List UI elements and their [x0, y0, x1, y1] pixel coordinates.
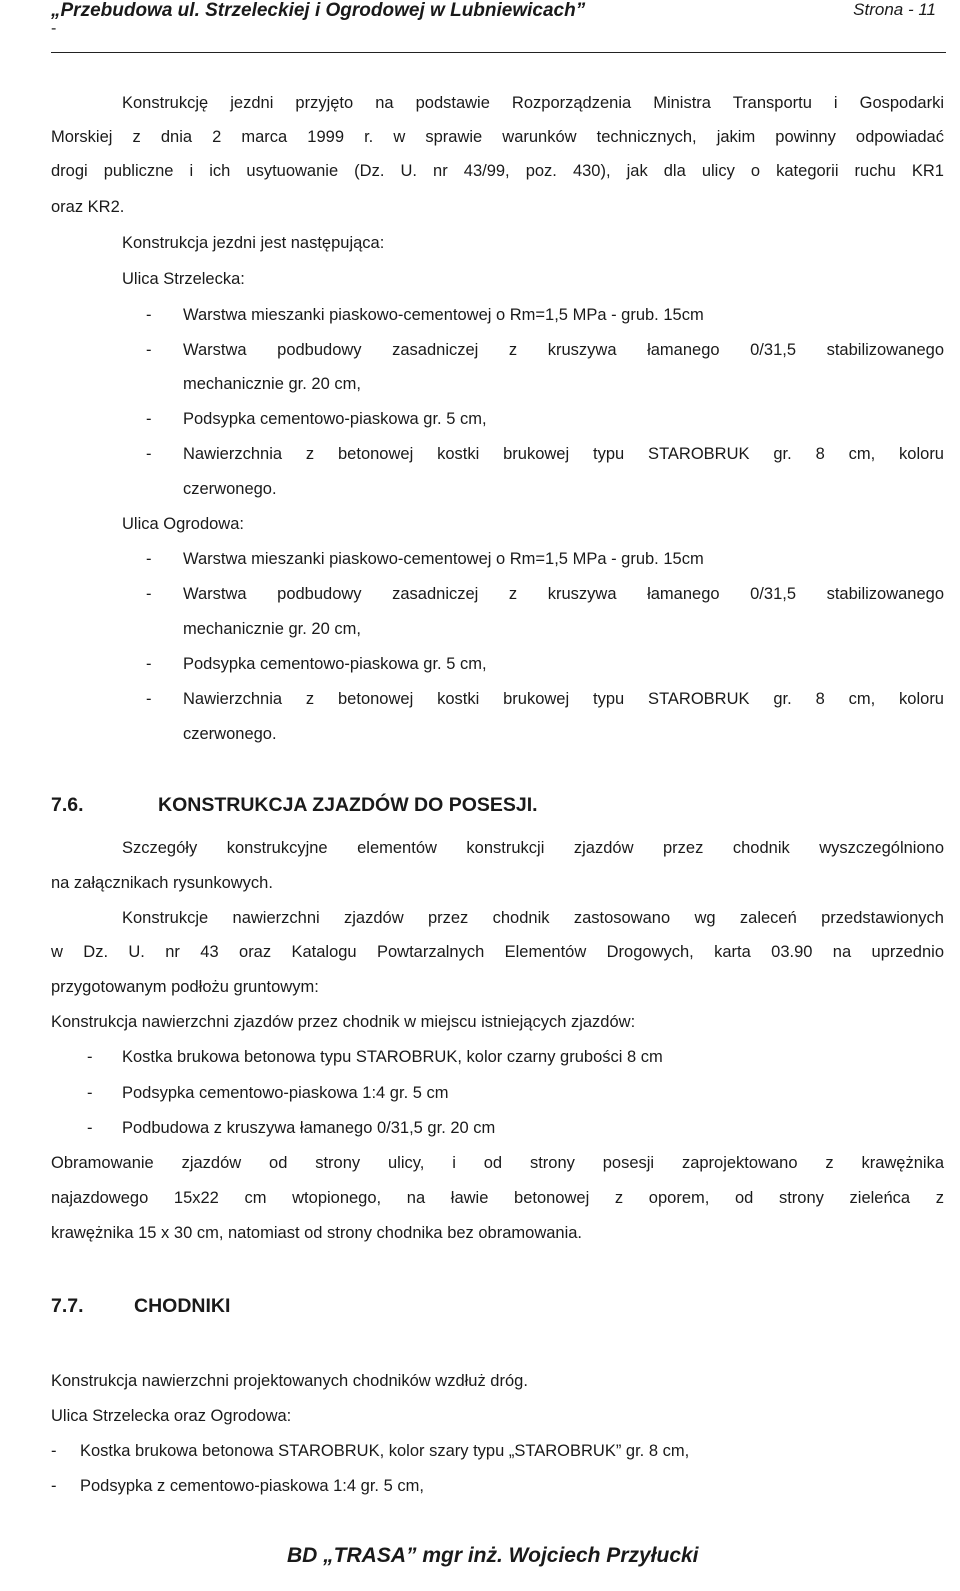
page-number: Strona - 11 [853, 0, 936, 19]
s76-p4a: Obramowanie zjazdów od strony ulicy, i od strony posesji zaprojektowano z krawężnika [51, 1154, 944, 1172]
intro-line-1: Konstrukcję jezdni przyjęto na podstawie Rozporządzenia Ministra Transportu i Gospodarki [122, 94, 944, 112]
section-7-6-title: KONSTRUKCJA ZJAZDÓW DO POSESJI. [158, 794, 538, 816]
section-ogrodowa-title: Ulica Ogrodowa: [122, 515, 244, 533]
bullet-dash: - [51, 1442, 57, 1460]
header-rule [51, 52, 946, 53]
section-strzelecka-title: Ulica Strzelecka: [122, 270, 245, 288]
header-title: „Przebudowa ul. Strzeleckiej i Ogrodowej w Lubniewicach” [51, 0, 586, 21]
strzelecka-item-2b: mechanicznie gr. 20 cm, [183, 375, 361, 393]
ogrodowa-item-4a: Nawierzchnia z betonowej kostki brukowej typu STAROBRUK gr. 8 cm, koloru [183, 690, 944, 708]
section-7-7-title: CHODNIKI [134, 1295, 231, 1317]
bullet-dash: - [146, 306, 152, 324]
s76-p4c: krawężnika 15 x 30 cm, natomiast od strony chodnika bez obramowania. [51, 1224, 583, 1242]
bullet-dash: - [51, 1477, 57, 1495]
s76-item-1: Kostka brukowa betonowa typu STAROBRUK, kolor czarny grubości 8 cm [122, 1048, 663, 1066]
bullet-dash: - [146, 550, 152, 568]
strzelecka-item-4b: czerwonego. [183, 480, 277, 498]
strzelecka-item-3: Podsypka cementowo-piaskowa gr. 5 cm, [183, 410, 487, 428]
s76-p4b: najazdowego 15x22 cm wtopionego, na ławie betonowej z oporem, od strony zieleńca z [51, 1189, 944, 1207]
strzelecka-item-4a: Nawierzchnia z betonowej kostki brukowej typu STAROBRUK gr. 8 cm, koloru [183, 445, 944, 463]
intro-line-2: Morskiej z dnia 2 marca 1999 r. w sprawie warunków technicznych, jakim powinny odpowiadać [51, 128, 944, 146]
intro-line-5: Konstrukcja jezdni jest następująca: [122, 234, 385, 252]
bullet-dash: - [146, 690, 152, 708]
s77-item-1: Kostka brukowa betonowa STAROBRUK, kolor szary typu „STAROBRUK” gr. 8 cm, [80, 1442, 690, 1460]
bullet-dash: - [146, 445, 152, 463]
s77-p1: Konstrukcja nawierzchni projektowanych chodników wzdłuż dróg. [51, 1372, 528, 1390]
footer-author: BD „TRASA” mgr inż. Wojciech Przyłucki [287, 1544, 699, 1567]
ogrodowa-item-1: Warstwa mieszanki piaskowo-cementowej o Rm=1,5 MPa - grub. 15cm [183, 550, 704, 568]
bullet-dash: - [87, 1048, 93, 1066]
bullet-dash: - [87, 1119, 93, 1137]
s76-item-2: Podsypka cementowo-piaskowa 1:4 gr. 5 cm [122, 1084, 449, 1102]
ogrodowa-item-2b: mechanicznie gr. 20 cm, [183, 620, 361, 638]
section-7-6-number: 7.6. [51, 794, 84, 816]
bullet-dash: - [146, 341, 152, 359]
section-7-7-number: 7.7. [51, 1295, 84, 1317]
bullet-dash: - [146, 655, 152, 673]
s76-item-3: Podbudowa z kruszywa łamanego 0/31,5 gr. 20 cm [122, 1119, 496, 1137]
ogrodowa-item-4b: czerwonego. [183, 725, 277, 743]
bullet-dash: - [146, 410, 152, 428]
intro-line-3: drogi publiczne i ich usytuowanie (Dz. U. nr 43/99, poz. 430), jak dla ulicy o kategorii ruchu KR1 [51, 162, 944, 180]
header-dash: - [51, 20, 57, 37]
s76-p1a: Szczegóły konstrukcyjne elementów konstrukcji zjazdów przez chodnik wyszczególniono [122, 839, 944, 857]
s77-item-2: Podsypka z cementowo-piaskowa 1:4 gr. 5 cm, [80, 1477, 424, 1495]
strzelecka-item-1: Warstwa mieszanki piaskowo-cementowej o Rm=1,5 MPa - grub. 15cm [183, 306, 704, 324]
ogrodowa-item-2a: Warstwa podbudowy zasadniczej z kruszywa łamanego 0/31,5 stabilizowanego [183, 585, 944, 603]
intro-line-4: oraz KR2. [51, 198, 125, 216]
ogrodowa-item-3: Podsypka cementowo-piaskowa gr. 5 cm, [183, 655, 487, 673]
s76-p3: Konstrukcja nawierzchni zjazdów przez chodnik w miejscu istniejących zjazdów: [51, 1013, 636, 1031]
bullet-dash: - [146, 585, 152, 603]
s76-p2c: przygotowanym podłożu gruntowym: [51, 978, 319, 996]
s76-p1b: na załącznikach rysunkowych. [51, 874, 273, 892]
s76-p2b: w Dz. U. nr 43 oraz Katalogu Powtarzalnych Elementów Drogowych, karta 03.90 na uprzednio [51, 943, 944, 961]
bullet-dash: - [87, 1084, 93, 1102]
s76-p2a: Konstrukcje nawierzchni zjazdów przez chodnik zastosowano wg zaleceń przedstawionych [122, 909, 944, 927]
strzelecka-item-2a: Warstwa podbudowy zasadniczej z kruszywa łamanego 0/31,5 stabilizowanego [183, 341, 944, 359]
s77-p2: Ulica Strzelecka oraz Ogrodowa: [51, 1407, 292, 1425]
